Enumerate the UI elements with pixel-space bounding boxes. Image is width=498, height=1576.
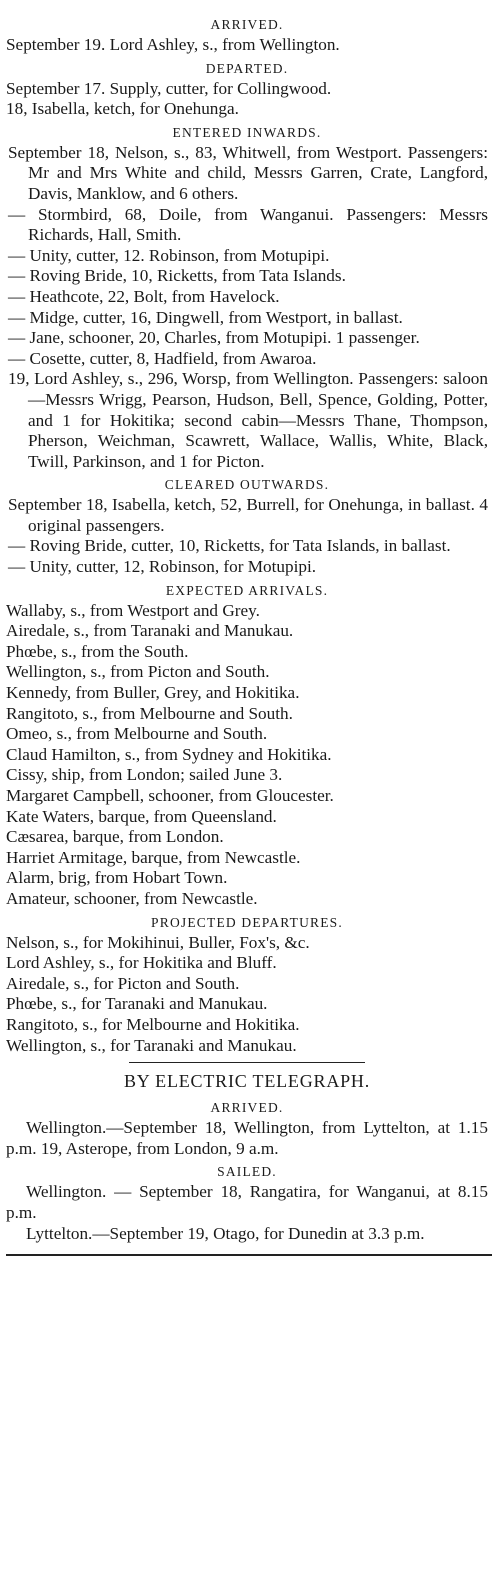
cleared-entry: — Roving Bride, cutter, 10, Ricketts, for Tata Islands, in ballast. — [8, 536, 451, 556]
arrived-line: September 19. Lord Ashley, s., from Wellington. — [6, 35, 340, 54]
departed-line: September 17. Supply, cutter, for Collingwood. — [6, 78, 332, 98]
telegraph-heading: BY ELECTRIC TELEGRAPH. — [123, 1071, 371, 1092]
telegraph-sailed-text: Wellington. — September 18, Rangatira, for Wanganui, at 8.15 p.m. — [6, 1182, 488, 1222]
entered-entry: — Unity, cutter, 12. Robinson, from Motupipi. — [8, 245, 330, 265]
entered-inwards-heading: ENTERED INWARDS. — [172, 124, 322, 140]
expected-line: Harriet Armitage, barque, from Newcastle. — [6, 847, 301, 867]
projected-line: Nelson, s., for Mokihinui, Buller, Fox's, &c. — [6, 932, 310, 952]
projected-line: Wellington, s., for Taranaki and Manukau. — [6, 1035, 297, 1055]
bottom-divider — [6, 1254, 492, 1256]
projected-departures-heading: PROJECTED DEPARTURES. — [151, 914, 343, 930]
expected-line: Airedale, s., from Taranaki and Manukau. — [6, 621, 294, 641]
departed-heading: DEPARTED. — [205, 60, 289, 76]
expected-line: Phœbe, s., from the South. — [6, 641, 189, 661]
expected-line: Cissy, ship, from London; sailed June 3. — [6, 765, 283, 785]
telegraph-sailed-text: Lyttelton.—September 19, Otago, for Dunedin at 3.3 p.m. — [26, 1223, 425, 1243]
entered-entry: — Jane, schooner, 20, Charles, from Motupipi. 1 passenger. — [8, 328, 420, 348]
projected-line: Rangitoto, s., for Melbourne and Hokitika. — [6, 1014, 300, 1034]
section-divider — [129, 1062, 365, 1063]
cleared-outwards-heading: CLEARED OUTWARDS. — [164, 477, 330, 493]
expected-line: Alarm, brig, from Hobart Town. — [6, 868, 228, 888]
cleared-entry: — Unity, cutter, 12, Robinson, for Motupipi. — [8, 557, 317, 577]
expected-arrivals-heading: EXPECTED ARRIVALS. — [165, 582, 329, 598]
expected-line: Cæsarea, barque, from London. — [6, 827, 224, 847]
arrived-heading: ARRIVED. — [210, 17, 284, 32]
cleared-entry: September 18, Isabella, ketch, 52, Burrell, for Onehunga, in ballast. 4 original passengers. — [8, 495, 488, 535]
departed-line: 18, Isabella, ketch, for Onehunga. — [6, 99, 239, 119]
expected-line: Omeo, s., from Melbourne and South. — [6, 724, 268, 744]
entered-entry: — Stormbird, 68, Doile, from Wanganui. Passengers: Messrs Richards, Hall, Smith. — [8, 204, 488, 245]
entered-entry: — Roving Bride, 10, Ricketts, from Tata Islands. — [8, 266, 346, 286]
entered-entry: September 18, Nelson, s., 83, Whitwell, from Westport. Passengers: Mr and Mrs White and child, Messrs Garren, Crate, Langford, Davis, Manklow, and 6 others. — [8, 142, 488, 203]
projected-line: Lord Ashley, s., for Hokitika and Bluff. — [6, 953, 277, 973]
telegraph-sailed-heading: SAILED. — [217, 1164, 277, 1180]
projected-line: Airedale, s., for Picton and South. — [6, 973, 240, 993]
expected-line: Amateur, schooner, from Newcastle. — [6, 888, 258, 908]
expected-line: Margaret Campbell, schooner, from Gloucester. — [6, 786, 334, 805]
expected-line: Wallaby, s., from Westport and Grey. — [6, 600, 260, 620]
projected-line: Phœbe, s., for Taranaki and Manukau. — [6, 994, 268, 1014]
entered-entry: — Heathcote, 22, Bolt, from Havelock. — [8, 286, 280, 306]
expected-line: Rangitoto, s., from Melbourne and South. — [6, 703, 293, 723]
telegraph-arrived-text: Wellington.—September 18, Wellington, from Lyttelton, at 1.15 p.m. 19, Asterope, from London, 9 a.m. — [6, 1118, 488, 1158]
entered-entry: — Midge, cutter, 16, Dingwell, from Westport, in ballast. — [8, 307, 403, 327]
expected-line: Wellington, s., from Picton and South. — [6, 662, 270, 682]
expected-line: Kate Waters, barque, from Queensland. — [6, 806, 277, 826]
entered-entry: 19, Lord Ashley, s., 296, Worsp, from Wellington. Passengers: saloon—Messrs Wrigg, Pearson, Hudson, Bell, Spence, Golding, Potter, and 1 for Hokitika; second cabin—Messrs Thane, Thompson, Pherson, Weichman, Scawrett, Wallace, Wallis, White, Black, Twill, Parkinson, and 1 for Picton. — [8, 369, 488, 471]
telegraph-arrived-heading: ARRIVED. — [210, 1100, 284, 1116]
expected-line: Kennedy, from Buller, Grey, and Hokitika. — [6, 683, 300, 703]
expected-line: Claud Hamilton, s., from Sydney and Hokitika. — [6, 744, 332, 764]
entered-entry: — Cosette, cutter, 8, Hadfield, from Awaroa. — [8, 348, 317, 368]
